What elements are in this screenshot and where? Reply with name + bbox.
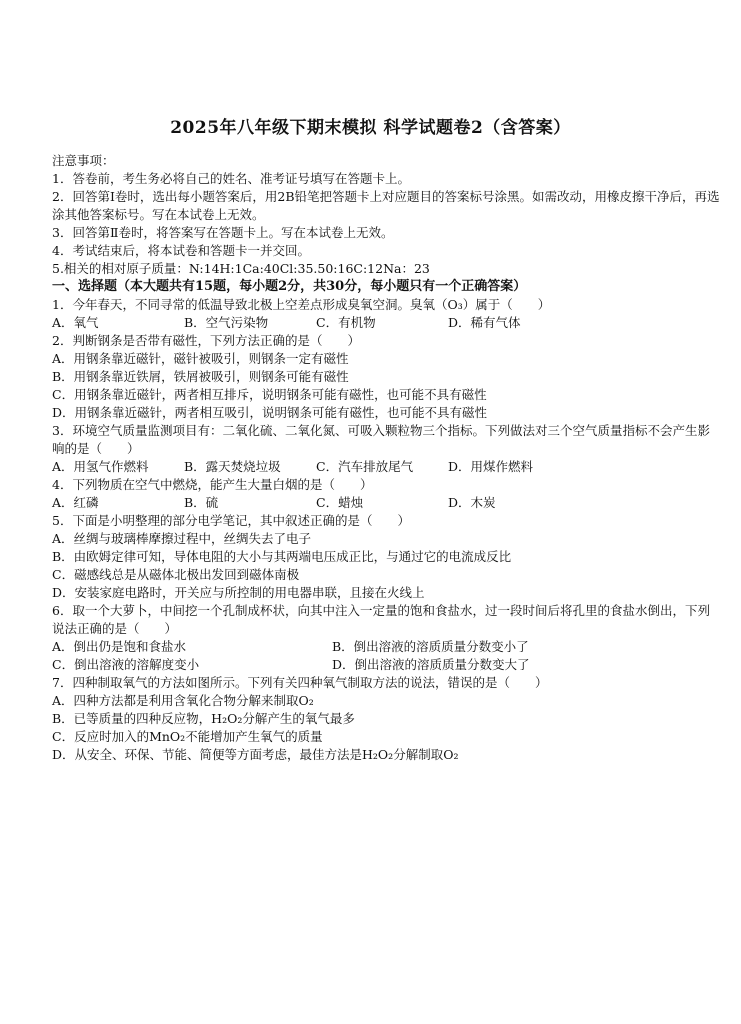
- page-title: 2025年八年级下期末模拟 科学试题卷2（含答案）: [170, 118, 571, 138]
- note-item: 2．回答第Ⅰ卷时，选出每小题答案后，用2B铅笔把答题卡上对应题目的答案标号涂黑。如需改动，用橡皮擦干净后，再选涂其他答案标号。写在本试卷上无效。: [52, 189, 720, 222]
- option: A．倒出仍是饱和食盐水: [52, 639, 187, 654]
- option: B．由欧姆定律可知，导体电阻的大小与其两端电压成正比，与通过它的电流成反比: [52, 549, 512, 564]
- question-stem: 6．取一个大萝卜，中间挖一个孔制成杯状，向其中注入一定量的饱和食盐水，过一段时间后将孔里的食盐水倒出，下列说法正确的是（ ）: [52, 603, 710, 636]
- option: C．反应时加入的MnO₂不能增加产生氧气的质量: [52, 729, 323, 744]
- notes-heading: 注意事项：: [52, 153, 115, 168]
- option: B．硫: [184, 495, 219, 510]
- option: B．已等质量的四种反应物，H₂O₂分解产生的氧气最多: [52, 711, 355, 726]
- note-item: 3．回答第Ⅱ卷时，将答案写在答题卡上。写在本试卷上无效。: [52, 225, 394, 240]
- option: A．四种方法都是利用含氧化合物分解来制取O₂: [52, 693, 314, 708]
- option: D．木炭: [448, 495, 496, 510]
- option: A．用钢条靠近磁针，磁针被吸引，则钢条一定有磁性: [52, 351, 349, 366]
- option: C．蜡烛: [316, 495, 364, 510]
- option: D．倒出溶液的溶质质量分数变大了: [332, 657, 530, 672]
- option: C．汽车排放尾气: [316, 459, 414, 474]
- exam-body: [52, 152, 722, 764]
- option: C．磁感线总是从磁体北极出发回到磁体南极: [52, 567, 300, 582]
- question-stem: 3．环境空气质量监测项目有：二氧化硫、二氧化氮、可吸入颗粒物三个指标。下列做法对三个空气质量指标不会产生影响的是（ ）: [52, 423, 710, 456]
- question-stem: 2．判断钢条是否带有磁性，下列方法正确的是（ ）: [52, 333, 360, 348]
- option-row: [52, 638, 722, 656]
- option-row: [52, 458, 722, 476]
- option: D．用煤作燃料: [448, 459, 534, 474]
- option-row: [52, 314, 722, 332]
- question-stem: 7．四种制取氧气的方法如图所示。下列有关四种氧气制取方法的说法，错误的是（ ）: [52, 675, 548, 690]
- option: A．丝绸与玻璃棒摩擦过程中，丝绸失去了电子: [52, 531, 312, 546]
- question-stem: 1．今年春天，不同寻常的低温导致北极上空差点形成臭氧空洞。臭氧（O₃）属于（ ）: [52, 297, 551, 312]
- option: A．红磷: [52, 495, 99, 510]
- option: D．稀有气体: [448, 315, 521, 330]
- option: D．安装家庭电路时，开关应与所控制的用电器串联，且接在火线上: [52, 585, 425, 600]
- option: A．用氢气作燃料: [52, 459, 149, 474]
- section-heading: 一、选择题（本大题共有15题，每小题2分，共30分，每小题只有一个正确答案）: [52, 279, 527, 294]
- option-row: [52, 494, 722, 512]
- option: C．倒出溶液的溶解度变小: [52, 657, 200, 672]
- note-item: 5.相关的相对原子质量：N:14H:1Ca:40Cl:35.50:16C:12Na：23: [52, 261, 430, 276]
- option: C．用钢条靠近磁针，两者相互排斥，说明钢条可能有磁性，也可能不具有磁性: [52, 387, 487, 402]
- option: D．用钢条靠近磁针，两者相互吸引，说明钢条可能有磁性，也可能不具有磁性: [52, 405, 488, 420]
- option-row: [52, 656, 722, 674]
- question-stem: 4．下列物质在空气中燃烧，能产生大量白烟的是（ ）: [52, 477, 373, 492]
- option: A．氧气: [52, 315, 99, 330]
- option: D．从安全、环保、节能、简便等方面考虑，最佳方法是H₂O₂分解制取O₂: [52, 747, 459, 762]
- note-item: 1．答卷前，考生务必将自己的姓名、准考证号填写在答题卡上。: [52, 171, 410, 186]
- option: B．倒出溶液的溶质质量分数变小了: [332, 639, 529, 654]
- question-stem: 5．下面是小明整理的部分电学笔记，其中叙述正确的是（ ）: [52, 513, 410, 528]
- option: B．空气污染物: [184, 315, 269, 330]
- note-item: 4．考试结束后，将本试卷和答题卡一并交回。: [52, 243, 310, 258]
- option: C．有机物: [316, 315, 376, 330]
- option: B．用钢条靠近铁屑，铁屑被吸引，则钢条可能有磁性: [52, 369, 349, 384]
- option: B．露天焚烧垃圾: [184, 459, 281, 474]
